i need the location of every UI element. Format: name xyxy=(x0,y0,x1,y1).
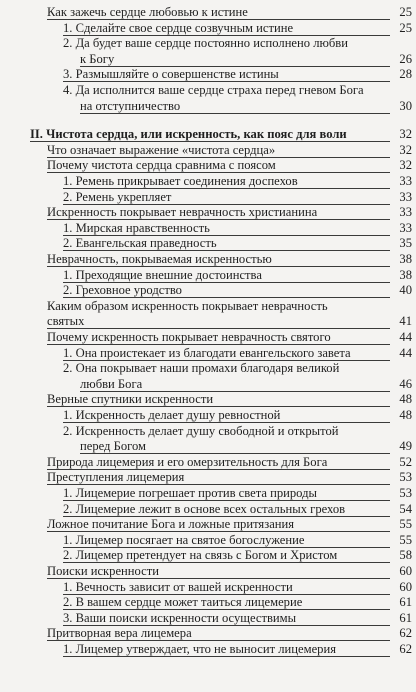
toc-entry-title: Искренность покрывает неврачность христианина xyxy=(47,205,318,220)
toc-entry-title: 1. Лицемер посягает на святое богослужение xyxy=(63,532,305,547)
toc-entry xyxy=(63,82,416,98)
toc-entry xyxy=(47,157,416,173)
toc-entry xyxy=(63,345,416,361)
toc-entry xyxy=(47,313,416,329)
toc-entry xyxy=(47,298,416,314)
toc-entry xyxy=(80,51,416,67)
toc-page-number: 25 xyxy=(399,5,412,19)
toc-entry xyxy=(63,20,416,36)
toc-entry-title: 3. Размышляйте о совершенстве истины xyxy=(63,67,279,82)
toc-entry-title: святых xyxy=(47,314,85,329)
toc-entry xyxy=(47,4,416,20)
toc-page-number: 53 xyxy=(399,470,412,485)
toc-page-number: 48 xyxy=(399,392,412,407)
toc-entry xyxy=(63,407,416,423)
toc-page-number: 61 xyxy=(399,595,412,610)
toc-entry-title: Каким образом искренность покрывает неврачность xyxy=(47,298,328,313)
toc-page-number: 32 xyxy=(399,158,412,173)
toc-entry xyxy=(47,142,416,158)
toc-entry-title: Неврачность, покрываемая искренностью xyxy=(47,252,272,266)
toc-entry-title: 1. Мирская нравственность xyxy=(63,220,210,235)
toc-page-number: 26 xyxy=(399,51,412,66)
leader-rule xyxy=(63,656,390,657)
toc-entry-title: Что означает выражение «чистота сердца» xyxy=(47,142,276,157)
toc-entry-title: Как зажечь сердце любовью к истине xyxy=(47,5,248,19)
toc-entry xyxy=(47,625,416,641)
toc-page-number: 30 xyxy=(399,98,412,113)
toc-entry-title: Поиски искренности xyxy=(47,564,159,578)
toc-entry-title: 1. Искренность делает душу ревностной xyxy=(63,408,281,422)
toc-entry-title: 2. Искренность делает душу свободной и открытой xyxy=(63,423,339,438)
toc-entry xyxy=(63,282,416,298)
toc-entry xyxy=(47,563,416,579)
toc-entry xyxy=(63,532,416,548)
toc-entry xyxy=(63,641,416,657)
toc-entry xyxy=(63,35,416,51)
toc-page-number: 48 xyxy=(399,408,412,422)
toc-entry-title: 2. В вашем сердце может таиться лицемерие xyxy=(63,595,303,610)
toc-page-number: 33 xyxy=(399,220,412,235)
toc-entry-title: 2. Ремень укрепляет xyxy=(63,189,172,204)
toc-entry-title: 1. Лицемерие погрешает против света природы xyxy=(63,486,317,500)
toc-page-number: 41 xyxy=(399,314,412,329)
toc-page-number: 46 xyxy=(399,376,412,391)
toc-page-number: 38 xyxy=(399,252,412,266)
toc-entry xyxy=(47,391,416,407)
toc-entry-title: Природа лицемерия и его омерзительность для Бога xyxy=(47,454,328,469)
leader-rule xyxy=(80,113,390,114)
toc-entry xyxy=(63,360,416,376)
toc-entry xyxy=(63,485,416,501)
toc-entry-title: 2. Да будет ваше сердце постоянно исполнено любви xyxy=(63,36,348,51)
toc-page-number: 33 xyxy=(399,205,412,220)
toc-entry xyxy=(63,235,416,251)
toc-entry xyxy=(47,516,416,532)
toc-page-number: 55 xyxy=(399,517,412,532)
toc-page-number: 52 xyxy=(399,454,412,469)
toc-entry-title: II. Чистота сердца, или искренность, как пояс для воли xyxy=(30,127,347,142)
toc-entry-title: Преступления лицемерия xyxy=(47,470,185,485)
toc-entry xyxy=(63,66,416,82)
toc-entry-title: 1. Вечность зависит от вашей искренности xyxy=(63,579,293,594)
toc-entry-title: на отступничество xyxy=(80,98,181,113)
toc-entry-title: 3. Ваши поиски искренности осуществимы xyxy=(63,610,297,625)
toc-page-number: 32 xyxy=(399,142,412,157)
toc-entry xyxy=(63,267,416,283)
toc-entry-title: 1. Сделайте свое сердце созвучным истине xyxy=(63,20,294,35)
toc-entry-title: любви Бога xyxy=(80,376,143,391)
toc-entry xyxy=(63,220,416,236)
toc-entry-title: 2. Лицемер претендует на связь с Богом и Христом xyxy=(63,548,338,563)
toc-page-number: 62 xyxy=(399,642,412,656)
toc-entry-title: 4. Да исполнится ваше сердце страха перед гневом Бога xyxy=(63,83,364,97)
toc-page-number: 61 xyxy=(399,610,412,625)
toc-page-number: 49 xyxy=(399,439,412,454)
toc-page-number: 44 xyxy=(399,345,412,360)
toc-entry-title: 1. Ремень прикрывает соединения доспехов xyxy=(63,174,298,188)
toc-entry xyxy=(47,469,416,485)
toc-entry-title: перед Богом xyxy=(80,439,147,454)
toc-page-number: 55 xyxy=(399,532,412,547)
toc-page-number: 38 xyxy=(399,267,412,282)
toc-entry-title: Ложное почитание Бога и ложные притязания xyxy=(47,517,295,532)
toc-entry-title: Верные спутники искренности xyxy=(47,392,214,407)
toc-page-number: 32 xyxy=(399,127,412,142)
toc-page-number: 58 xyxy=(399,548,412,563)
toc-entry-title: 2. Лицемерие лежит в основе всех остальных грехов xyxy=(63,501,346,516)
toc-entry xyxy=(63,189,416,205)
toc-entry-title: 2. Она покрывает наши промахи благодаря великой xyxy=(63,361,340,376)
toc-entry xyxy=(63,610,416,626)
toc-entry xyxy=(47,251,416,267)
toc-entry xyxy=(47,204,416,220)
toc-page-number: 25 xyxy=(399,20,412,35)
toc-entry xyxy=(80,376,416,392)
toc-entry xyxy=(80,98,416,114)
toc-entry-title: 2. Евангельская праведность xyxy=(63,236,217,251)
toc-entry xyxy=(63,594,416,610)
toc-page-number: 60 xyxy=(399,579,412,594)
toc-entry xyxy=(47,454,416,470)
toc-page-number: 33 xyxy=(399,189,412,204)
toc-page-number: 40 xyxy=(399,283,412,298)
toc-entry-title: 1. Лицемер утверждает, что не выносит лицемерия xyxy=(63,642,336,656)
toc-entry-title: 1. Преходящие внешние достоинства xyxy=(63,267,262,282)
toc-page-number: 35 xyxy=(399,236,412,251)
toc-entry-title: Почему чистота сердца сравнима с поясом xyxy=(47,158,276,173)
toc-entry-title: Притворная вера лицемера xyxy=(47,626,192,641)
toc-page-number: 28 xyxy=(399,67,412,82)
toc-entry xyxy=(47,329,416,345)
toc-page-number: 60 xyxy=(399,564,412,578)
toc-entry-title: 1. Она проистекает из благодати евангельского завета xyxy=(63,345,351,360)
toc-entry xyxy=(63,501,416,517)
toc-page-number: 54 xyxy=(399,501,412,516)
toc-entry-title: Почему искренность покрывает неврачность святого xyxy=(47,330,331,344)
toc-page-number: 33 xyxy=(399,174,412,188)
toc-entry xyxy=(80,438,416,454)
toc-section-heading xyxy=(30,126,416,142)
toc-entry xyxy=(63,173,416,189)
toc-entry xyxy=(63,423,416,439)
toc-entry xyxy=(63,579,416,595)
toc-entry-title: к Богу xyxy=(80,51,115,66)
toc-page-number: 62 xyxy=(399,626,412,641)
toc-page-number: 44 xyxy=(399,330,412,344)
toc-page-number: 53 xyxy=(399,486,412,500)
toc-entry-title: 2. Греховное уродство xyxy=(63,283,182,298)
toc-entry xyxy=(63,547,416,563)
